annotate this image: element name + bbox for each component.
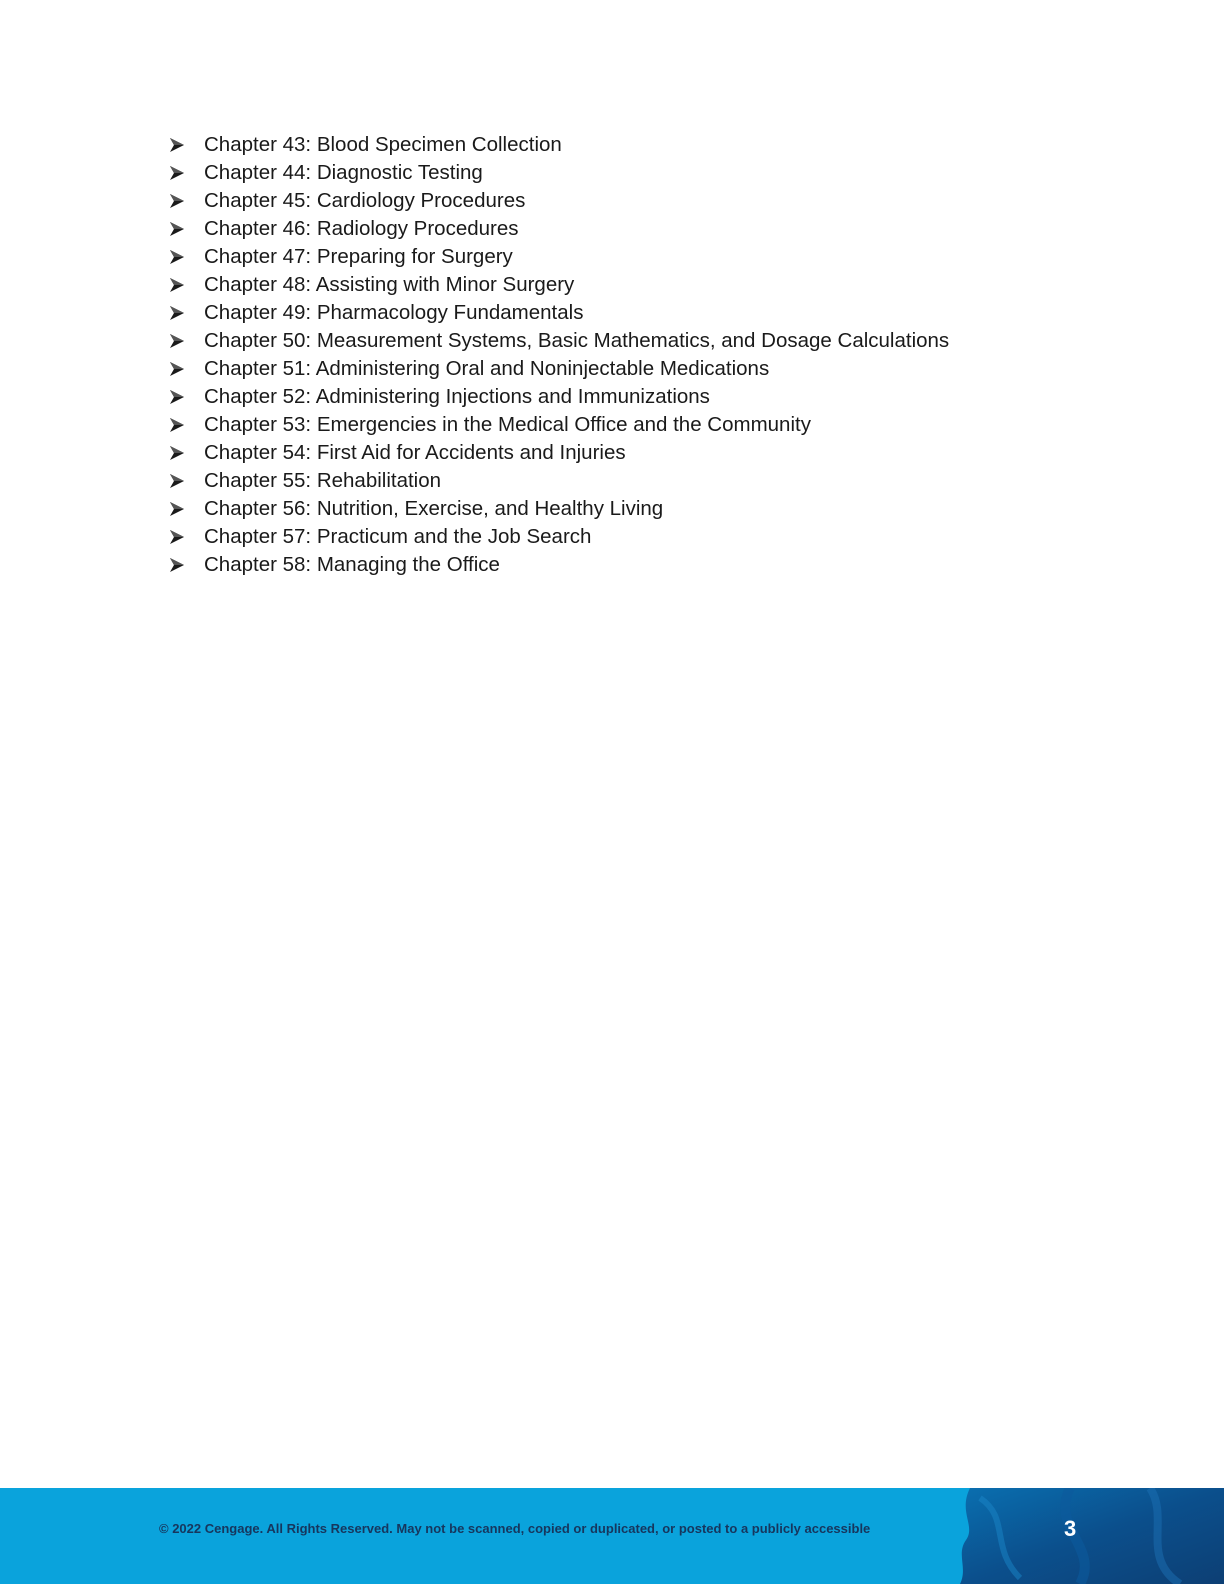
list-item: [168, 551, 949, 579]
chapter-label: Chapter 44: Diagnostic Testing: [204, 161, 483, 184]
page-footer: [0, 1488, 1224, 1584]
arrowhead-bullet-icon: [168, 192, 186, 210]
chapter-label: Chapter 50: Measurement Systems, Basic Mathematics, and Dosage Calculations: [204, 329, 950, 352]
list-item: [168, 131, 949, 159]
list-item: [168, 495, 949, 523]
chapter-list: [168, 131, 949, 579]
arrowhead-bullet-icon: [168, 332, 186, 350]
chapter-label: Chapter 51: Administering Oral and Noninjectable Medications: [204, 357, 770, 380]
chapter-label: Chapter 49: Pharmacology Fundamentals: [204, 301, 584, 324]
arrowhead-bullet-icon: [168, 556, 186, 574]
chapter-label: Chapter 48: Assisting with Minor Surgery: [204, 273, 575, 296]
list-item: [168, 159, 949, 187]
chapter-label: Chapter 53: Emergencies in the Medical Office and the Community: [204, 413, 811, 436]
chapter-label: Chapter 54: First Aid for Accidents and Injuries: [204, 441, 626, 464]
page-number: 3: [1064, 1516, 1077, 1541]
arrowhead-bullet-icon: [168, 276, 186, 294]
list-item: [168, 243, 949, 271]
chapter-label: Chapter 58: Managing the Office: [204, 553, 500, 576]
chapter-label: Chapter 52: Administering Injections and Immunizations: [204, 385, 710, 408]
chapter-label: Chapter 55: Rehabilitation: [204, 469, 442, 492]
chapter-label: Chapter 45: Cardiology Procedures: [204, 189, 526, 212]
list-item: [168, 299, 949, 327]
list-item: [168, 439, 949, 467]
arrowhead-bullet-icon: [168, 248, 186, 266]
arrowhead-bullet-icon: [168, 444, 186, 462]
list-item: [168, 523, 949, 551]
chapter-label: Chapter 43: Blood Specimen Collection: [204, 133, 562, 156]
list-item: [168, 215, 949, 243]
list-item: [168, 327, 949, 355]
arrowhead-bullet-icon: [168, 360, 186, 378]
list-item: [168, 271, 949, 299]
copyright-notice: © 2022 Cengage. All Rights Reserved. May not be scanned, copied or duplicated, or posted to a publicly accessible: [159, 1521, 871, 1536]
arrowhead-bullet-icon: [168, 388, 186, 406]
list-item: [168, 467, 949, 495]
chapter-label: Chapter 56: Nutrition, Exercise, and Healthy Living: [204, 497, 664, 520]
arrowhead-bullet-icon: [168, 164, 186, 182]
chapter-label: Chapter 47: Preparing for Surgery: [204, 245, 513, 268]
footer-texture-graphic: [950, 1488, 1224, 1584]
list-item: [168, 355, 949, 383]
list-item: [168, 383, 949, 411]
chapter-label: Chapter 46: Radiology Procedures: [204, 217, 519, 240]
list-item: [168, 187, 949, 215]
arrowhead-bullet-icon: [168, 528, 186, 546]
arrowhead-bullet-icon: [168, 136, 186, 154]
arrowhead-bullet-icon: [168, 304, 186, 322]
chapter-label: Chapter 57: Practicum and the Job Search: [204, 525, 592, 548]
arrowhead-bullet-icon: [168, 500, 186, 518]
arrowhead-bullet-icon: [168, 472, 186, 490]
arrowhead-bullet-icon: [168, 220, 186, 238]
list-item: [168, 411, 949, 439]
arrowhead-bullet-icon: [168, 416, 186, 434]
